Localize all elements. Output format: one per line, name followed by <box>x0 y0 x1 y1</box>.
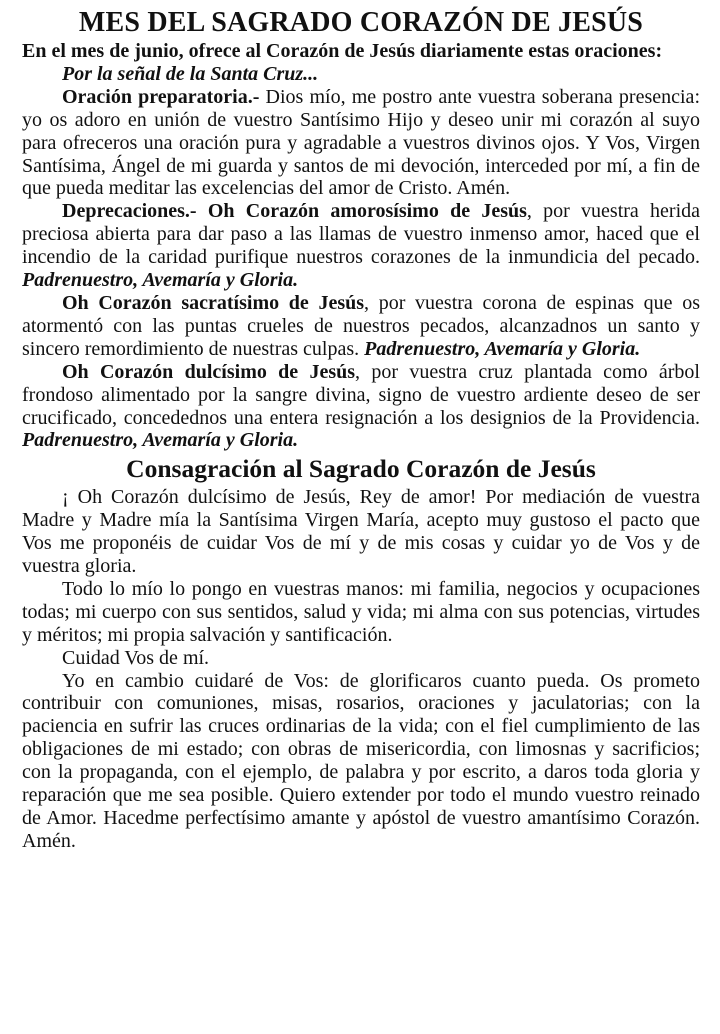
consecration-paragraph: ¡ Oh Corazón dulcísimo de Jesús, Rey de amor! Por mediación de vuestra Madre y Madre mía la Santísima Virgen María, acepto muy gustoso el pacto que Vos me proponéis de cuidar Vos de mí y de mis cosas y cuidar yo de Vos y de vuestra gloria. <box>22 486 700 578</box>
deprecation-prayer: Padrenuestro, Avemaría y Gloria. <box>364 337 641 360</box>
deprecation-label: Oh Corazón sacratísimo de Jesús <box>62 291 365 314</box>
preparatory-prayer <box>22 86 700 201</box>
intro-text: En el mes de junio, ofrece al Corazón de Jesús diariamente estas oraciones: <box>22 40 663 62</box>
preparatory-label: Oración preparatoria.- <box>62 85 260 108</box>
consecration-paragraph: Yo en cambio cuidaré de Vos: de glorificaros cuanto pueda. Os prometo contribuir con comuniones, misas, rosarios, oraciones y jaculatorias; con la paciencia en sufrir las cruces ordinarias de la vida; con el fiel cumplimiento de las obligaciones de mi estado; con obras de misericordia, con limosnas y sacrificios; con la propaganda, con el ejemplo, de palabra y por escrito, a daros toda gloria y reparación que me sea posible. Quiero extender por todo el mundo vuestro reinado de Amor. Hacedme perfectísimo amante y apóstol de vuestro amantísimo Corazón. Amén. <box>22 669 700 852</box>
consecration-paragraph: Cuidad Vos de mí. <box>62 646 210 669</box>
deprecation-3 <box>22 361 700 453</box>
deprecation-text: , por vuestra cruz plantada como árbol frondoso alimentado por la sangre divina, signo de vuestro ardiente deseo de ser crucificado, concedednos una entera resignación a los designios de la Providencia. <box>22 360 700 429</box>
deprecation-label: Oh Corazón dulcísimo de Jesús <box>62 360 356 383</box>
consecration-paragraph: Todo lo mío lo pongo en vuestras manos: mi familia, negocios y ocupaciones todas; mi cuerpo con sus sentidos, salud y vida; mi alma con sus potencias, virtudes y méritos; mi propia salvación y santificación. <box>22 577 700 646</box>
deprecation-text: , por vuestra corona de espinas que os atormentó con las puntas crueles de nuestros pecados, alcanzadnos un santo y sincero remordimiento de nuestras culpas. <box>22 291 700 360</box>
consecration-title: Consagración al Sagrado Corazón de Jesús <box>126 454 596 484</box>
deprecation-prayer: Padrenuestro, Avemaría y Gloria. <box>22 269 299 292</box>
deprecation-2 <box>22 292 700 361</box>
page-title: MES DEL SAGRADO CORAZÓN DE JESÚS <box>78 7 644 38</box>
deprecation-1 <box>22 200 700 292</box>
sign-of-cross: Por la señal de la Santa Cruz... <box>62 62 319 85</box>
deprecation-text: , por vuestra herida preciosa abierta para dar paso a las llamas de vuestro inmenso amor, haced que el incendio de la caridad purifique nuestros corazones de la inmundicia del pecado. <box>22 200 701 269</box>
deprecation-prayer: Padrenuestro, Avemaría y Gloria. <box>22 429 299 452</box>
preparatory-text: Dios mío, me postro ante vuestra soberana presencia: yo os adoro en unión de vuestro Santísimo Hijo y deseo unir mi corazón al suyo para ofreceros una oración pura y agradable a vuestros divinos ojos. Y Vos, Virgen Santísima, Ángel de mi guarda y santos de mi devoción, interceded por mí, a fin de que pueda meditar las excelencias del amor de Cristo. Amén. <box>22 85 700 200</box>
deprecation-label: Deprecaciones.- Oh Corazón amorosísimo de Jesús <box>62 200 527 223</box>
